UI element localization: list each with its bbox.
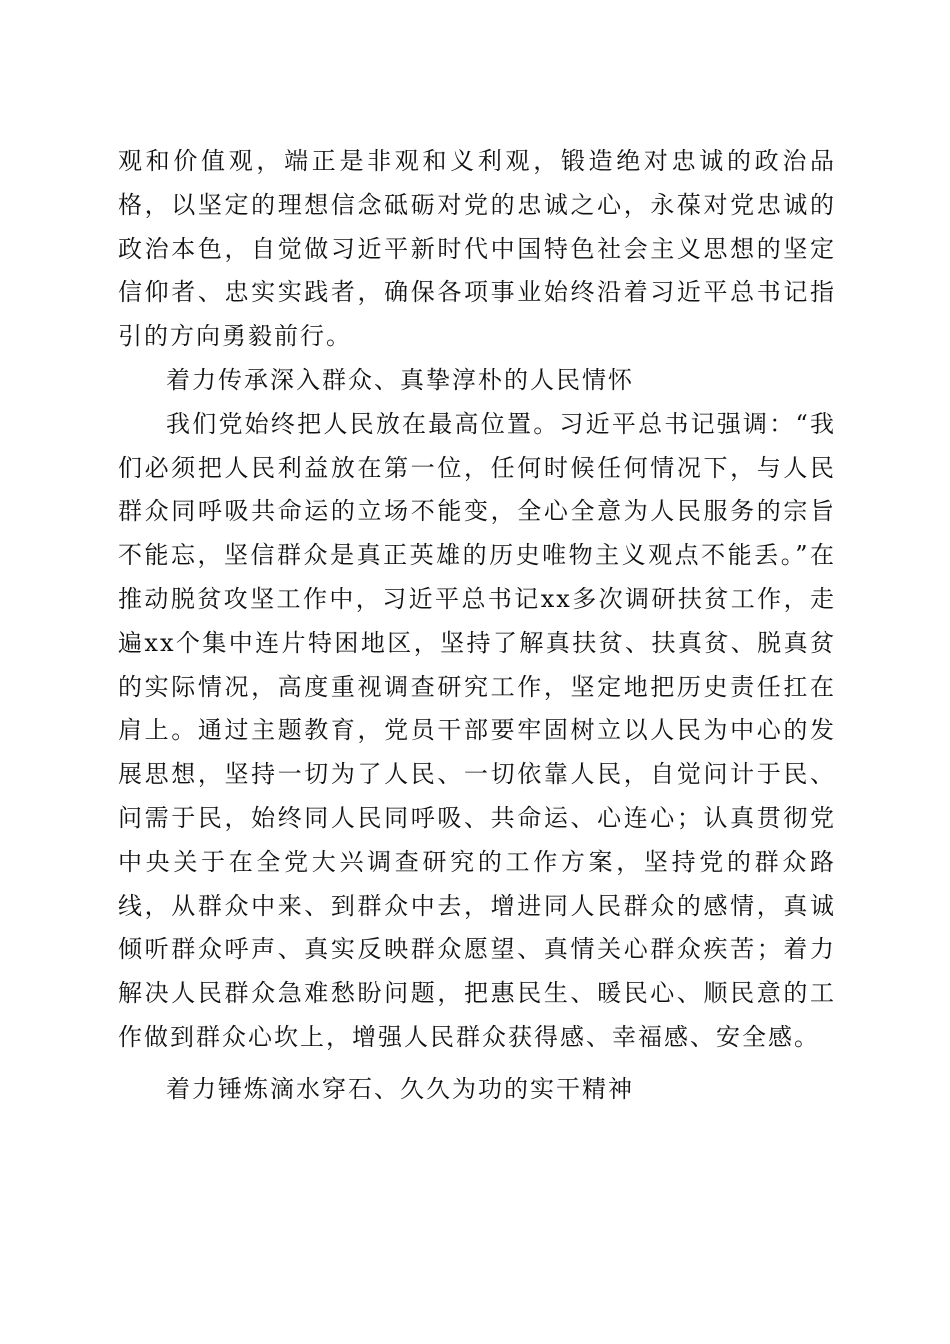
section-heading-practical-spirit: 着力锤炼滴水穿石、久久为功的实干精神 <box>166 1074 634 1103</box>
spacer <box>118 1060 836 1068</box>
section-heading-people: 着力传承深入群众、真挚淳朴的人民情怀 <box>166 365 634 394</box>
paragraph-people-first: 我们党始终把人民放在最高位置。习近平总书记强调：“我们必须把人民利益放在第一位，任何时候任何情况下，与人民群众同呼吸共命运的立场不能变，全心全意为人民服务的宗旨不能忘，坚信群众是真正英雄的历史唯物主义观点不能丢。”在推动脱贫攻坚工作中，习近平总书记xx多次调研扶贫工作，走遍xx个集中连片特困地区，坚持了解真扶贫、扶真贫、脱真贫的实际情况，高度重视调查研究工作，坚定地把历史责任扛在肩上。通过主题教育，党员干部要牢固树立以人民为中心的发展思想，坚持一切为了人民、一切依靠人民，自觉问计于民、问需于民，始终同人民同呼吸、共命运、心连心；认真贯彻党中央关于在全党大兴调查研究的工作方案，坚持党的群众路线，从群众中来、到群众中去，增进同人民群众的感情，真诚倾听群众呼声、真实反映群众愿望、真情关心群众疾苦；着力解决人民群众急难愁盼问题，把惠民生、暖民心、顺民意的工作做到群众心坎上，增强人民群众获得感、幸福感、安全感。 <box>118 409 836 1051</box>
document-body <box>118 140 836 1112</box>
paragraph-loyalty-continuation: 观和价值观，端正是非观和义利观，锻造绝对忠诚的政治品格，以坚定的理想信念砥砺对党的忠诚之心，永葆对党忠诚的政治本色，自觉做习近平新时代中国特色社会主义思想的坚定信仰者、忠实实践者，确保各项事业始终沿着习近平总书记指引的方向勇毅前行。 <box>118 147 836 351</box>
